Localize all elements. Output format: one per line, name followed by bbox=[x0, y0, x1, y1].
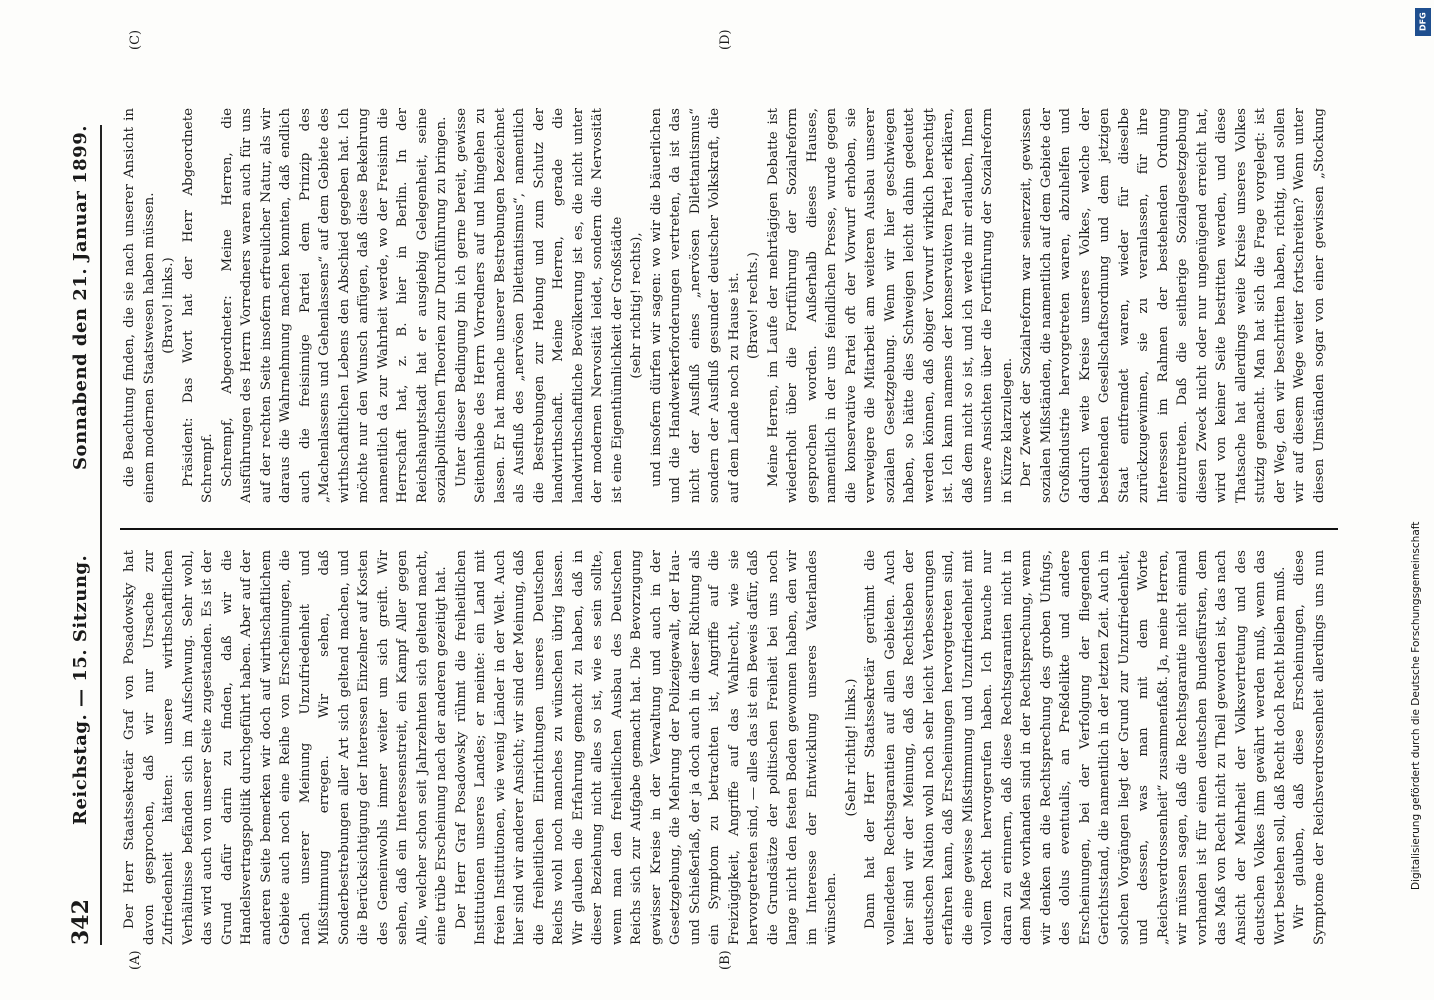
paragraph: Unter dieser Bedingung bin ich gerne bereit, gewisse Seitenhiebe des Herrn Vorredners auf und hingehen zu lassen. Er hat manche unserer Bestrebungen bezeichnet als Ausfluß des „nervösen Dilettantismus“, namentlich die Bestrebungen zur Hebung und zum Schutz der landwirthschaft. Meine Herren, gerade die landwirthschaftliche Bevölkerung ist es, die nicht unter der modernen Nervosität leidet, sondern die Nervosität ist eine Eigenthümlichkeit der Großstädte bbox=[453, 108, 625, 503]
paragraph: Wir glauben, daß diese Erscheinungen, diese Symptome der Reichsverdrossenheit allerdings uns nun bbox=[1292, 550, 1327, 945]
paragraph: Dann hat der Herr Staatssekretär gerühmt die vollendeten Rechtsgarantien auf allen Gebieten. Auch hier sind wir der Meinung, daß das Rechtsleben der deutschen Nation wohl noch sehr leicht Verbesserungen erfahren kann, daß Erscheinungen hervorgetreten sind, die eine gewisse Mißstimmung und Unzufriedenheit mit vollem Recht hervorgerufen haben. Ich brauche nur daran zu erinnern, daß diese Rechtsgarantien nicht in dem Maße vorhanden sind in der Rechtsprechung, wenn wir denken an die Rechtsprechung des groben Unfugs, des dolus eventualis, an Preßdelikte und andere Erscheinungen, bei der Verfolgung der fliegenden Gerichtsstand, die namentlich in der letzten Zeit. Auch in solchen Vorgängen liegt der Grund zur Unzufriedenheit, und dessen, was man mit dem Worte „Reichsverdrossenheit“ zusammenfaßt. Ja, meine Herren, wir müssen sagen, daß die Rechtsgarantie nicht einmal vorhanden ist für einen deutschen Bundesfürsten, dem das Maß von Recht nicht zu Theil geworden ist, das nach Ansicht der Mehrheit der Volksvertretung und des deutschen Volkes ihm gewährt werden muß, wenn das Wort bestehen soll, daß Recht doch Recht bleiben muß. bbox=[863, 550, 1288, 945]
paragraph: Der Herr Graf Posadowsky rühmt die freiheitlichen Institutionen unseres Landes; er meinte: ein Land mit freien Institutionen, wie wenig Länder in der Welt. Auch hier sind wir anderer Ansicht; wir sind der Meinung, daß die freiheitlichen Einrichtungen unseres Deutschen Reichs wohl noch manches zu wünschen übrig lassen. Wir glauben die Erfahrung gemacht zu haben, daß in dieser Beziehung nicht alles so ist, wie es sein sollte, wenn man den freiheitlichen Ausbau des Deutschen Reichs sich zur Aufgabe gemacht hat. Die Bevorzugung gewisser Kreise in der Verwaltung und auch in der Gesetzgebung, die Mehrung der Polizeigewalt, der Hau- und Schießerlaß, der ja doch auch in dieser Richtung als ein Symptom zu betrachten ist, Angriffe auf die Freizügigkeit, Angriffe auf das Wahlrecht, wie sie hervorgetreten sind, — alles das ist ein Beweis dafür, daß die Grundsätze der politischen Freiheit bei uns noch lange nicht den festen Boden gewonnen haben, den wir im Interesse der Entwicklung unseres Vaterlandes wünschen. bbox=[453, 550, 839, 945]
page-number: 342 bbox=[68, 899, 94, 945]
margin-marker-b: (B) bbox=[718, 950, 733, 970]
interjection: (Sehr richtig! links.) bbox=[843, 678, 859, 817]
margin-marker-d: (D) bbox=[718, 29, 733, 50]
margin-marker-a: (A) bbox=[128, 950, 143, 970]
dfg-logo: DFG bbox=[1415, 8, 1431, 36]
column-divider bbox=[120, 528, 1338, 530]
paragraph: Der Herr Staatssekretär Graf von Posadowsky hat davon gesprochen, daß wir nur Ursache zur Zufriedenheit hätten: unsere wirthschaftlichen Verhältnisse befänden sich im Aufschwung. Sehr wohl, das wird auch von unserer Seite zugestanden. Es ist der Grund dafür darin zu finden, daß wir die Handelsvertragspolitik durchgeführt haben. Aber auf der anderen Seite bemerken wir doch auf wirthschaftlichem Gebiete auch noch eine Reihe von Erscheinungen, die nach unserer Meinung Unzufriedenheit und Mißstimmung erregen. Wir sehen, daß Sonderbestrebungen aller Art sich geltend machen, und die Berücksichtigung der Interessen Einzelner auf Kosten des Gemeinwohls immer weiter um sich greift. Wir sehen, daß ein Interessenstreit, ein Kampf Aller gegen Alle, welcher schon seit Jahrzehnten sich geltend macht, eine trübe Erscheinung nach der anderen gezeitigt hat. bbox=[122, 550, 449, 945]
digitization-credit: Digitalisierung gefördert durch die Deutsche Forschungsgemeinschaft bbox=[1410, 521, 1422, 890]
paragraph: Der Zweck der Sozialreform war seinerzeit, gewissen sozialen Mißständen, die namentlich auf dem Gebiete der Großindustrie hervorgetreten waren, abzuhelfen und dadurch weite Kreise unseres Volkes, welche der bestehenden Gesellschaftsordnung und dem jetzigen Staat entfremdet waren, wieder für dieselbe zurückzugewinnen, sie zu veranlassen, für ihre Interessen im Rahmen der bestehenden Ordnung einzutreten. Daß die seitherige Sozialgesetzgebung diesen Zweck nicht oder nur ungenügend erreicht hat, wird von keiner Seite bestritten werden, und diese Thatsache hat allerdings weite Kreise unseres Volkes stutzig gemacht. Man hat sich die Frage vorgelegt: ist der Weg, den wir beschritten haben, richtig, und sollen wir auf diesem Wege weiter fortschreiten? Wenn unter diesen Umständen sogar von einer gewissen „Stockung bbox=[1019, 108, 1327, 503]
margin-marker-c: (C) bbox=[128, 29, 143, 50]
right-column bbox=[120, 108, 1330, 503]
interjection: (Bravo! links.) bbox=[161, 257, 176, 354]
left-column bbox=[120, 550, 1330, 945]
paragraph: Schrempf, Abgeordneter: Meine Herren, die Ausführungen des Herrn Vorredners waren auch für uns auf der rechten Seite insofern erfreulicher Natur, als wir daraus die Wahrnehmung machen konnten, daß endlich auch die freisinnige Partei dem Prinzip des „Machenlassens und Gehenlassens“ auf dem Gebiete des wirthschaftlichen Lebens den Abschied gegeben hat. Ich möchte nur den Wunsch anfügen, daß diese Bekehrung namentlich da zur Wahrheit werde, wo der Freisinn die Herrschaft hat, z. B. hier in Berlin. In der Reichshauptstadt hat er ausgiebig Gelegenheit, seine sozialpolitischen Theorien zur Durchführung zu bringen. bbox=[219, 108, 449, 503]
paragraph: und insofern dürfen wir sagen: wo wir die bäuerlichen und die Handwerkerforderungen vertreten, da ist das nicht der Ausfluß eines „nervösen Dilettantismus“ sondern der Ausfluß gesunder deutscher Volkskraft, die auf dem Lande noch zu Hause ist. bbox=[648, 108, 742, 503]
paragraph: die Beachtung finden, die sie nach unserer Ansicht in einem modernen Staatswesen haben müssen. bbox=[122, 108, 157, 503]
speaker-announcement: Präsident: Das Wort hat der Herr Abgeordnete Schrempf. bbox=[180, 108, 215, 503]
interjection: (sehr richtig! rechts), bbox=[629, 232, 644, 379]
interjection: (Bravo! rechts.) bbox=[746, 252, 761, 359]
session-date: Sonnabend den 21. Januar 1899. bbox=[70, 125, 91, 470]
page-header bbox=[62, 125, 102, 945]
running-title: Reichstag. — 15. Sitzung. bbox=[70, 554, 91, 825]
paragraph: Meine Herren, im Laufe der mehrtägigen Debatte ist wiederholt über die Fortführung der Sozialreform gesprochen worden. Außerhalb dieses Hauses, namentlich in der uns feindlichen Presse, wurde gegen die konservative Partei oft der Vorwurf erhoben, sie verweigere die Mitarbeit am weiteren Ausbau unserer sozialen Gesetzgebung. Wenn wir hier geschwiegen haben, so hätte dies Schweigen leicht dahin gedeutet werden können, daß obiger Vorwurf wirklich berechtigt ist. Ich kann namens der konservativen Partei erklären, daß dem nicht so ist, und ich werde mir erlauben, Ihnen unsere Ansichten über die Fortführung der Sozialreform in Kürze klarzulegen. bbox=[765, 108, 1015, 503]
